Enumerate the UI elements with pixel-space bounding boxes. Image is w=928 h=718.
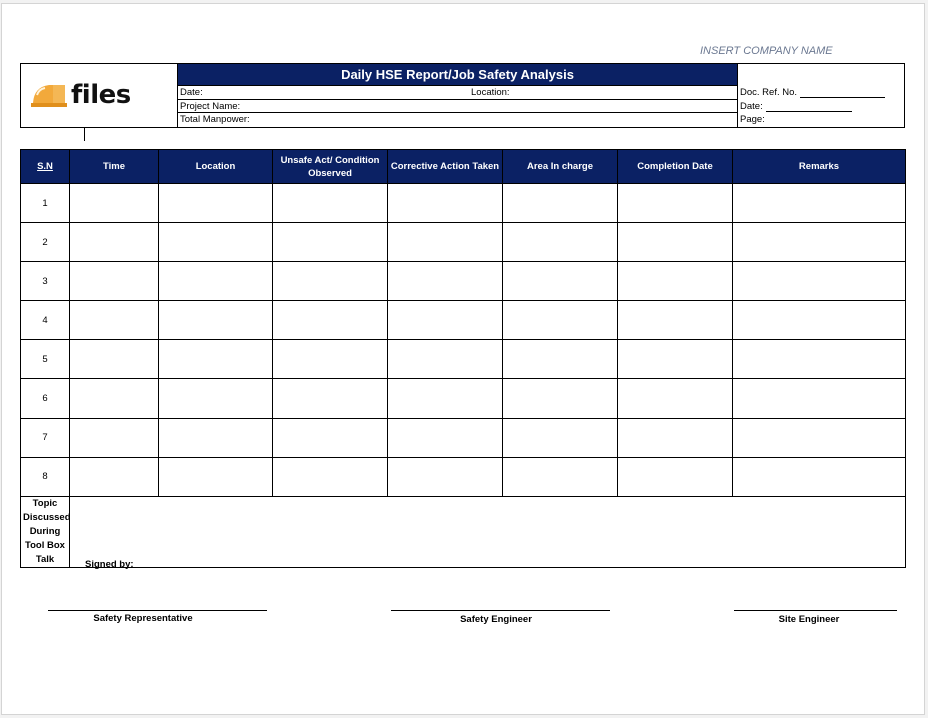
area-in-charge-cell[interactable] xyxy=(503,184,618,223)
time-cell[interactable] xyxy=(70,418,159,457)
sn-cell: 5 xyxy=(21,340,70,379)
unsafe-act-cell[interactable] xyxy=(273,457,388,496)
manpower-row xyxy=(178,113,737,127)
col-header-unsafe-act: Unsafe Act/ Condition Observed xyxy=(273,150,388,184)
header-info xyxy=(178,64,738,127)
table-row xyxy=(21,457,906,496)
page-label: Page: xyxy=(740,114,765,125)
toolbox-field[interactable] xyxy=(70,496,906,567)
sn-cell: 6 xyxy=(21,379,70,418)
unsafe-act-cell[interactable] xyxy=(273,262,388,301)
table-row xyxy=(21,301,906,340)
location-cell[interactable] xyxy=(159,379,273,418)
sn-cell: 1 xyxy=(21,184,70,223)
table-row xyxy=(21,262,906,301)
location-cell[interactable] xyxy=(159,301,273,340)
company-name: INSERT COMPANY NAME xyxy=(700,45,833,57)
table-row xyxy=(21,379,906,418)
col-header-remarks: Remarks xyxy=(733,150,906,184)
corrective-action-cell[interactable] xyxy=(388,223,503,262)
table-row xyxy=(21,340,906,379)
remarks-cell[interactable] xyxy=(733,457,906,496)
logo-text: files xyxy=(71,80,131,110)
unsafe-act-cell[interactable] xyxy=(273,379,388,418)
date2-label: Date: xyxy=(740,101,763,112)
col-header-corrective-action: Corrective Action Taken xyxy=(388,150,503,184)
time-cell[interactable] xyxy=(70,262,159,301)
table-row xyxy=(21,184,906,223)
time-cell[interactable] xyxy=(70,301,159,340)
safety-rep-signature-line[interactable] xyxy=(48,610,267,611)
corrective-action-cell[interactable] xyxy=(388,457,503,496)
project-row xyxy=(178,100,737,114)
table-header-row xyxy=(21,150,906,184)
area-in-charge-cell[interactable] xyxy=(503,379,618,418)
col-header-completion-date: Completion Date xyxy=(618,150,733,184)
text-cursor xyxy=(84,128,85,141)
corrective-action-cell[interactable] xyxy=(388,379,503,418)
corrective-action-cell[interactable] xyxy=(388,418,503,457)
sn-cell: 4 xyxy=(21,301,70,340)
area-in-charge-cell[interactable] xyxy=(503,457,618,496)
toolbox-label: Topic Discussed During Tool Box Talk xyxy=(21,496,70,567)
completion-date-cell[interactable] xyxy=(618,457,733,496)
doc-ref-row xyxy=(740,87,885,98)
completion-date-cell[interactable] xyxy=(618,184,733,223)
signed-by-label: Signed by: xyxy=(85,559,134,570)
sn-cell: 2 xyxy=(21,223,70,262)
unsafe-act-cell[interactable] xyxy=(273,301,388,340)
location-cell[interactable] xyxy=(159,223,273,262)
site-engineer-label: Site Engineer xyxy=(778,614,840,625)
safety-engineer-signature-line[interactable] xyxy=(391,610,610,611)
remarks-cell[interactable] xyxy=(733,184,906,223)
location-label: Location: xyxy=(471,87,510,98)
completion-date-cell[interactable] xyxy=(618,301,733,340)
remarks-cell[interactable] xyxy=(733,262,906,301)
completion-date-cell[interactable] xyxy=(618,340,733,379)
safety-engineer-label: Safety Engineer xyxy=(460,614,532,625)
doc-ref-label: Doc. Ref. No. xyxy=(740,87,798,98)
logo-cell xyxy=(21,64,178,127)
sn-cell: 3 xyxy=(21,262,70,301)
time-cell[interactable] xyxy=(70,379,159,418)
toolbox-row xyxy=(21,496,906,567)
remarks-cell[interactable] xyxy=(733,379,906,418)
area-in-charge-cell[interactable] xyxy=(503,340,618,379)
time-cell[interactable] xyxy=(70,184,159,223)
unsafe-act-cell[interactable] xyxy=(273,184,388,223)
corrective-action-cell[interactable] xyxy=(388,340,503,379)
report-header xyxy=(20,63,905,128)
report-table xyxy=(20,149,906,568)
doc-ref-field[interactable] xyxy=(800,89,885,98)
time-cell[interactable] xyxy=(70,457,159,496)
project-label: Project Name: xyxy=(180,100,241,112)
col-header-sn: S.N xyxy=(21,150,70,184)
col-header-area-in-charge: Area In charge xyxy=(503,150,618,184)
completion-date-cell[interactable] xyxy=(618,379,733,418)
corrective-action-cell[interactable] xyxy=(388,301,503,340)
site-engineer-signature-line[interactable] xyxy=(734,610,897,611)
location-cell[interactable] xyxy=(159,340,273,379)
table-row xyxy=(21,223,906,262)
location-cell[interactable] xyxy=(159,262,273,301)
completion-date-cell[interactable] xyxy=(618,223,733,262)
area-in-charge-cell[interactable] xyxy=(503,418,618,457)
location-cell[interactable] xyxy=(159,418,273,457)
report-title: Daily HSE Report/Job Safety Analysis xyxy=(178,64,737,86)
completion-date-cell[interactable] xyxy=(618,418,733,457)
safety-rep-label: Safety Representative xyxy=(93,613,193,624)
area-in-charge-cell[interactable] xyxy=(503,262,618,301)
helmet-icon xyxy=(31,81,69,109)
remarks-cell[interactable] xyxy=(733,418,906,457)
date-row xyxy=(178,86,737,100)
completion-date-cell[interactable] xyxy=(618,262,733,301)
unsafe-act-cell[interactable] xyxy=(273,340,388,379)
remarks-cell[interactable] xyxy=(733,340,906,379)
unsafe-act-cell[interactable] xyxy=(273,418,388,457)
area-in-charge-cell[interactable] xyxy=(503,223,618,262)
corrective-action-cell[interactable] xyxy=(388,184,503,223)
table-row xyxy=(21,418,906,457)
location-cell[interactable] xyxy=(159,184,273,223)
col-header-location: Location xyxy=(159,150,273,184)
doc-info xyxy=(738,64,904,127)
manpower-label: Total Manpower: xyxy=(180,114,250,126)
remarks-cell[interactable] xyxy=(733,223,906,262)
page-row xyxy=(740,114,765,125)
col-header-time: Time xyxy=(70,150,159,184)
sn-cell: 8 xyxy=(21,457,70,496)
time-cell[interactable] xyxy=(70,340,159,379)
unsafe-act-cell[interactable] xyxy=(273,223,388,262)
corrective-action-cell[interactable] xyxy=(388,262,503,301)
date2-row xyxy=(740,101,852,112)
date2-field[interactable] xyxy=(766,103,852,112)
time-cell[interactable] xyxy=(70,223,159,262)
location-cell[interactable] xyxy=(159,457,273,496)
sn-cell: 7 xyxy=(21,418,70,457)
date-label: Date: xyxy=(180,87,203,98)
remarks-cell[interactable] xyxy=(733,301,906,340)
logo xyxy=(31,78,131,112)
area-in-charge-cell[interactable] xyxy=(503,301,618,340)
